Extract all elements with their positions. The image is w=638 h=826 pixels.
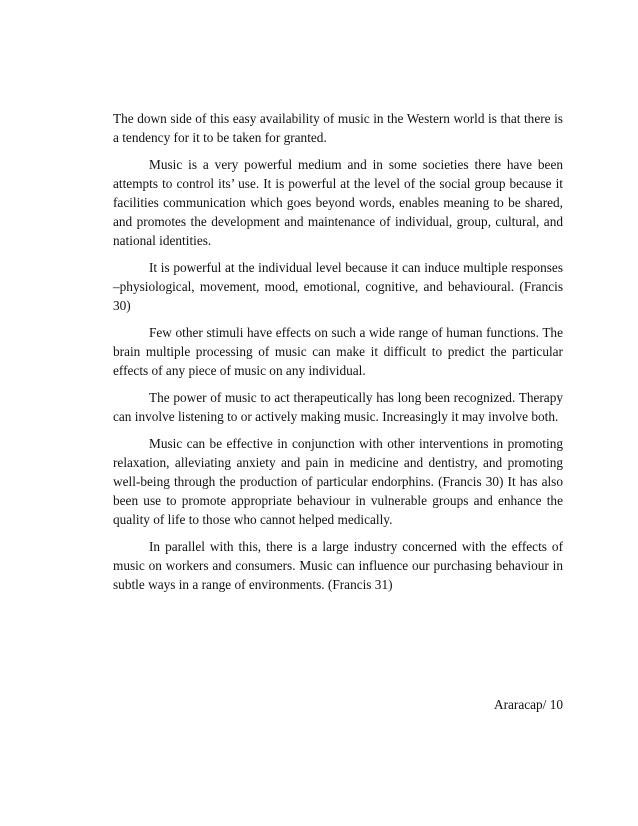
paragraph-individual-level: It is powerful at the individual level because it can induce multiple responses –physiological, movement, mood, emotional, cognitive, and behavioural. (Francis 30) xyxy=(113,260,563,313)
paragraph-therapy: The power of music to act therapeutically has long been recognized. Therapy can involve listening to or actively making music. Increasingly it may involve both. xyxy=(113,390,563,424)
page-footer: Araracap/ 10 xyxy=(493,697,563,712)
body-text xyxy=(113,109,563,602)
paragraph-industry: In parallel with this, there is a large industry concerned with the effects of music on workers and consumers. Music can influence our purchasing behaviour in subtle ways in a range of environments. (Francis 31) xyxy=(113,539,563,592)
paragraph-interventions: Music can be effective in conjunction with other interventions in promoting relaxation, alleviating anxiety and pain in medicine and dentistry, and promoting well-being through the production of particular endorphins. (Francis 30) It has also been use to promote appropriate behaviour in vulnerable groups and enhance the quality of life to those who cannot helped medically. xyxy=(113,436,563,527)
paragraph-taken-for-granted: The down side of this easy availability of music in the Western world is that there is a tendency for it to be taken for granted. xyxy=(113,111,563,145)
paragraph-powerful-medium: Music is a very powerful medium and in some societies there have been attempts to control its’ use. It is powerful at the level of the social group because it facilities communication which goes beyond words, enables meaning to be shared, and promotes the development and maintenance of individual, group, cultural, and national identities. xyxy=(113,157,563,248)
paragraph-other-stimuli: Few other stimuli have effects on such a wide range of human functions. The brain multiple processing of music can make it difficult to predict the particular effects of any piece of music on any individual. xyxy=(113,325,563,378)
